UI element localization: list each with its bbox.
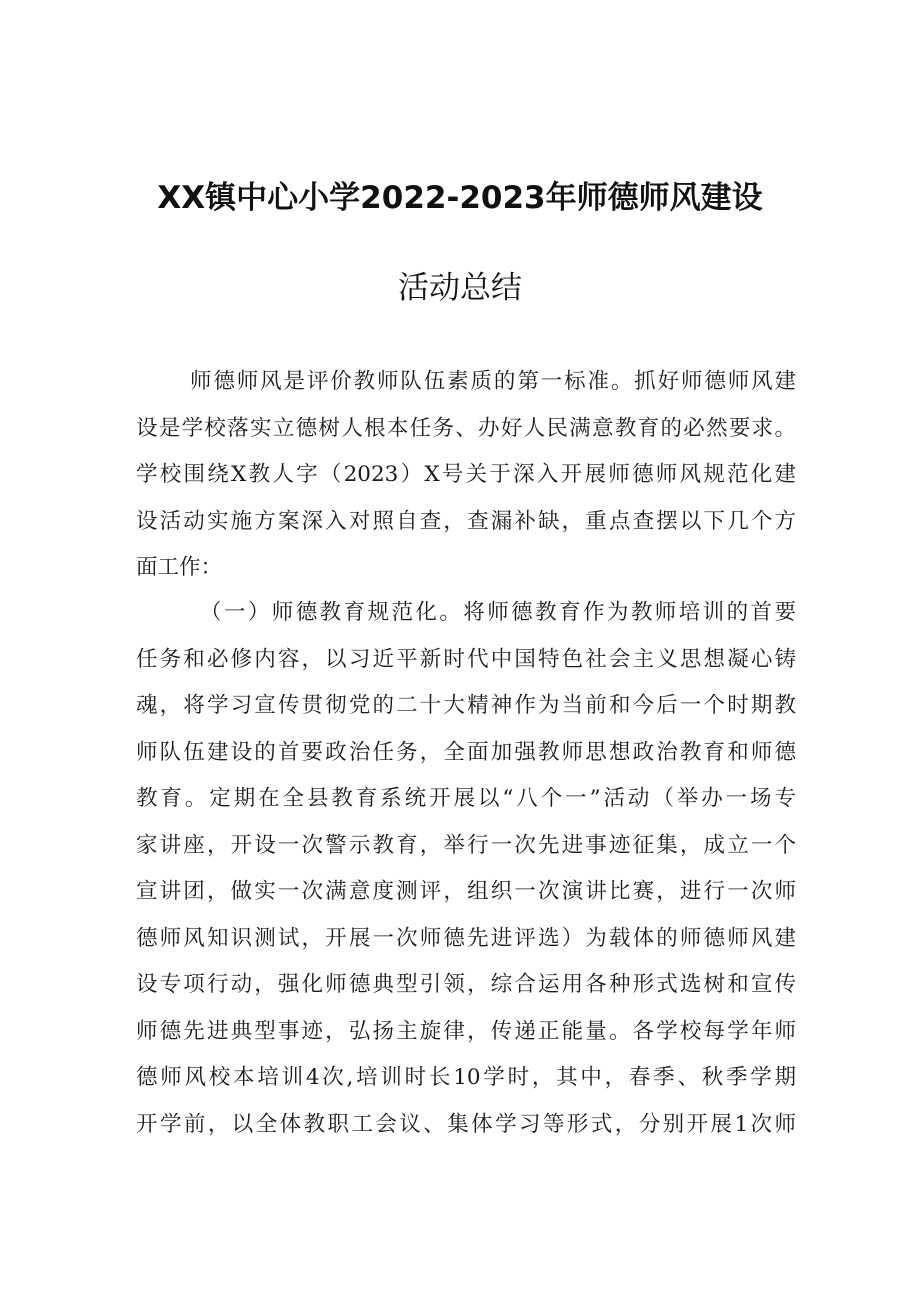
paragraph-intro [136,359,796,592]
paragraph-line: 设是学校落实立德树人根本任务、办好人民满意教育的必然要求。 [136,415,796,441]
paragraph-line: 师队伍建设的首要政治任务，全面加强教师思想政治教育和师德 [136,739,796,765]
paragraph-line: 德师风校本培训4次,培训时长10学时，其中，春季、秋季学期 [136,1065,796,1090]
paragraph-line: 师德先进典型事迹，弘扬主旋律，传递正能量。各学校每学年师 [136,1018,796,1044]
paragraph-line: 师德师风是评价教师队伍素质的第一标准。抓好师德师风建 [190,369,796,394]
paragraph-line: 设专项行动，强化师德典型引领，综合运用各种形式选树和宣传 [136,972,796,997]
paragraph-line: 设活动实施方案深入对照自查，查漏补缺，重点查摆以下几个方 [136,508,796,534]
paragraph-section-1 [136,590,796,1148]
paragraph-line: 任务和必修内容，以习近平新时代中国特色社会主义思想凝心铸 [136,646,796,672]
paragraph-line: 魂，将学习宣传贯彻党的二十大精神作为当前和今后一个时期教 [136,693,796,718]
document-title-line2: 活动总结 [398,270,522,306]
paragraph-line: 家讲座，开设一次警示教育，举行一次先进事迹征集，成立一个 [136,832,796,858]
paragraph-line: 学校围绕X教人字（2023）X号关于深入开展师德师风规范化建 [136,462,796,487]
paragraph-line: 教育。定期在全县教育系统开展以“八个一”活动（举办一场专 [136,786,796,811]
document-title-line1: XX镇中心小学2022-2023年师德师风建设 [157,180,763,216]
paragraph-line: 开学前，以全体教职工会议、集体学习等形式，分别开展1次师 [136,1111,796,1137]
paragraph-line: 宣讲团，做实一次满意度测评，组织一次演讲比赛，进行一次师 [136,879,796,904]
paragraph-line: （一）师德教育规范化。将师德教育作为教师培训的首要 [200,600,796,625]
paragraph-line: 德师风知识测试，开展一次师德先进评选）为载体的师德师风建 [136,925,796,951]
paragraph-line: 面工作： [136,555,223,580]
